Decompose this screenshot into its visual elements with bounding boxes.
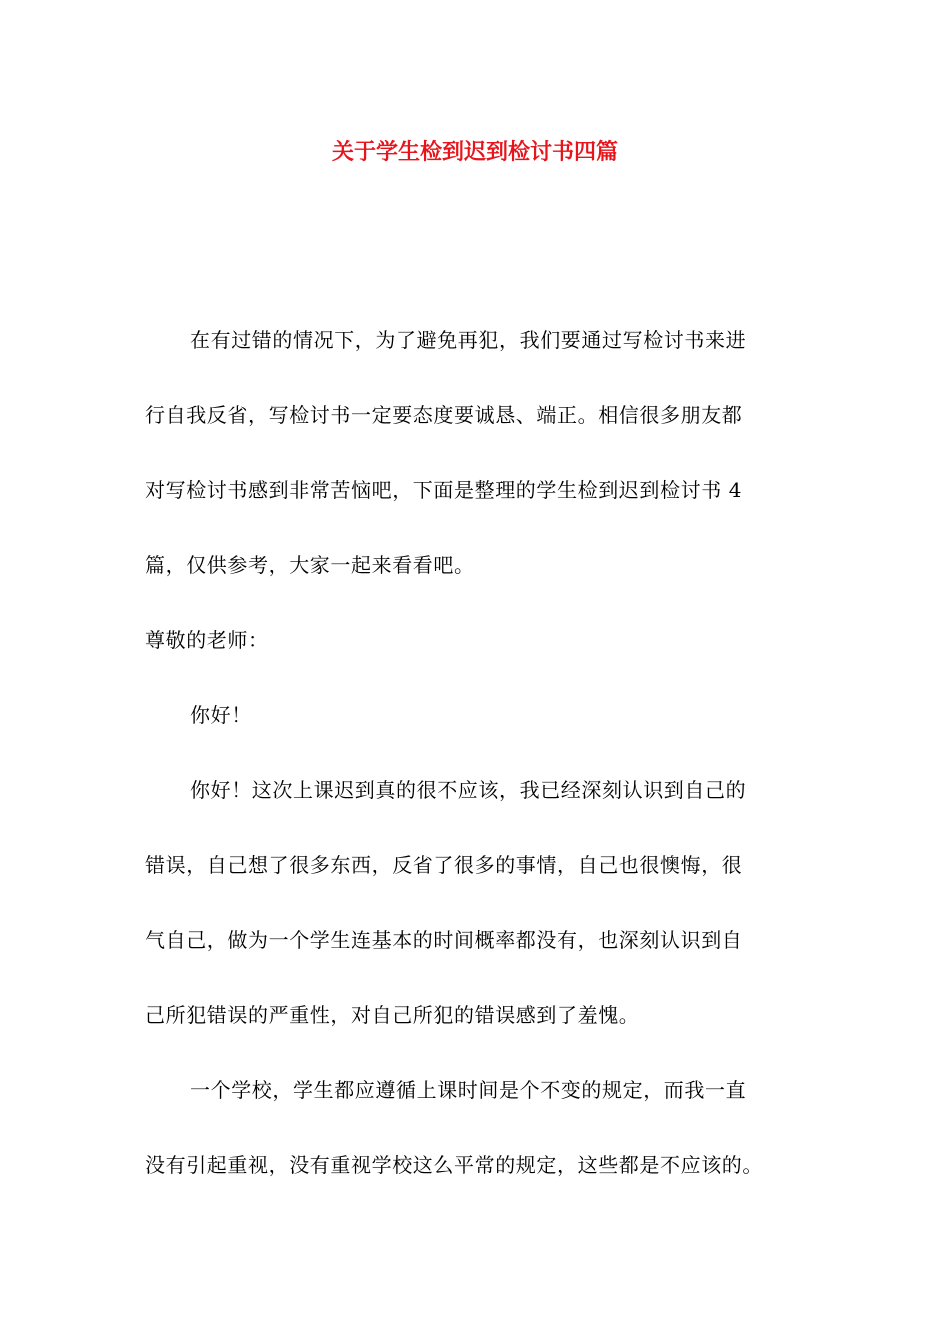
paragraph2-line-2: 没有引起重视，没有重视学校这么平常的规定，这些都是不应该的。 (145, 1153, 763, 1177)
intro-line-1: 在有过错的情况下，为了避免再犯，我们要通过写检讨书来进 (190, 328, 747, 352)
intro-line-4: 篇，仅供参考，大家一起来看看吧。 (145, 553, 475, 577)
intro-line-3: 对写检讨书感到非常苦恼吧，下面是整理的学生检到迟到检讨书 4 (145, 478, 743, 502)
paragraph1-line-3: 气自己，做为一个学生连基本的时间概率都没有，也深刻认识到自 (145, 928, 743, 952)
paragraph1-line-4: 己所犯错误的严重性，对自己所犯的错误感到了羞愧。 (145, 1003, 640, 1027)
paragraph2-line-1: 一个学校，学生都应遵循上课时间是个不变的规定，而我一直 (190, 1078, 747, 1102)
document-title: 关于学生检到迟到检讨书四篇 (331, 139, 618, 165)
salutation: 尊敬的老师： (145, 628, 269, 652)
paragraph1-line-1: 你好！这次上课迟到真的很不应该，我已经深刻认识到自己的 (190, 778, 747, 802)
greeting: 你好！ (190, 703, 252, 727)
paragraph1-line-2: 错误，自己想了很多东西，反省了很多的事情，自己也很懊悔，很 (145, 853, 743, 877)
intro-line-2: 行自我反省，写检讨书一定要态度要诚恳、端正。相信很多朋友都 (145, 403, 743, 427)
